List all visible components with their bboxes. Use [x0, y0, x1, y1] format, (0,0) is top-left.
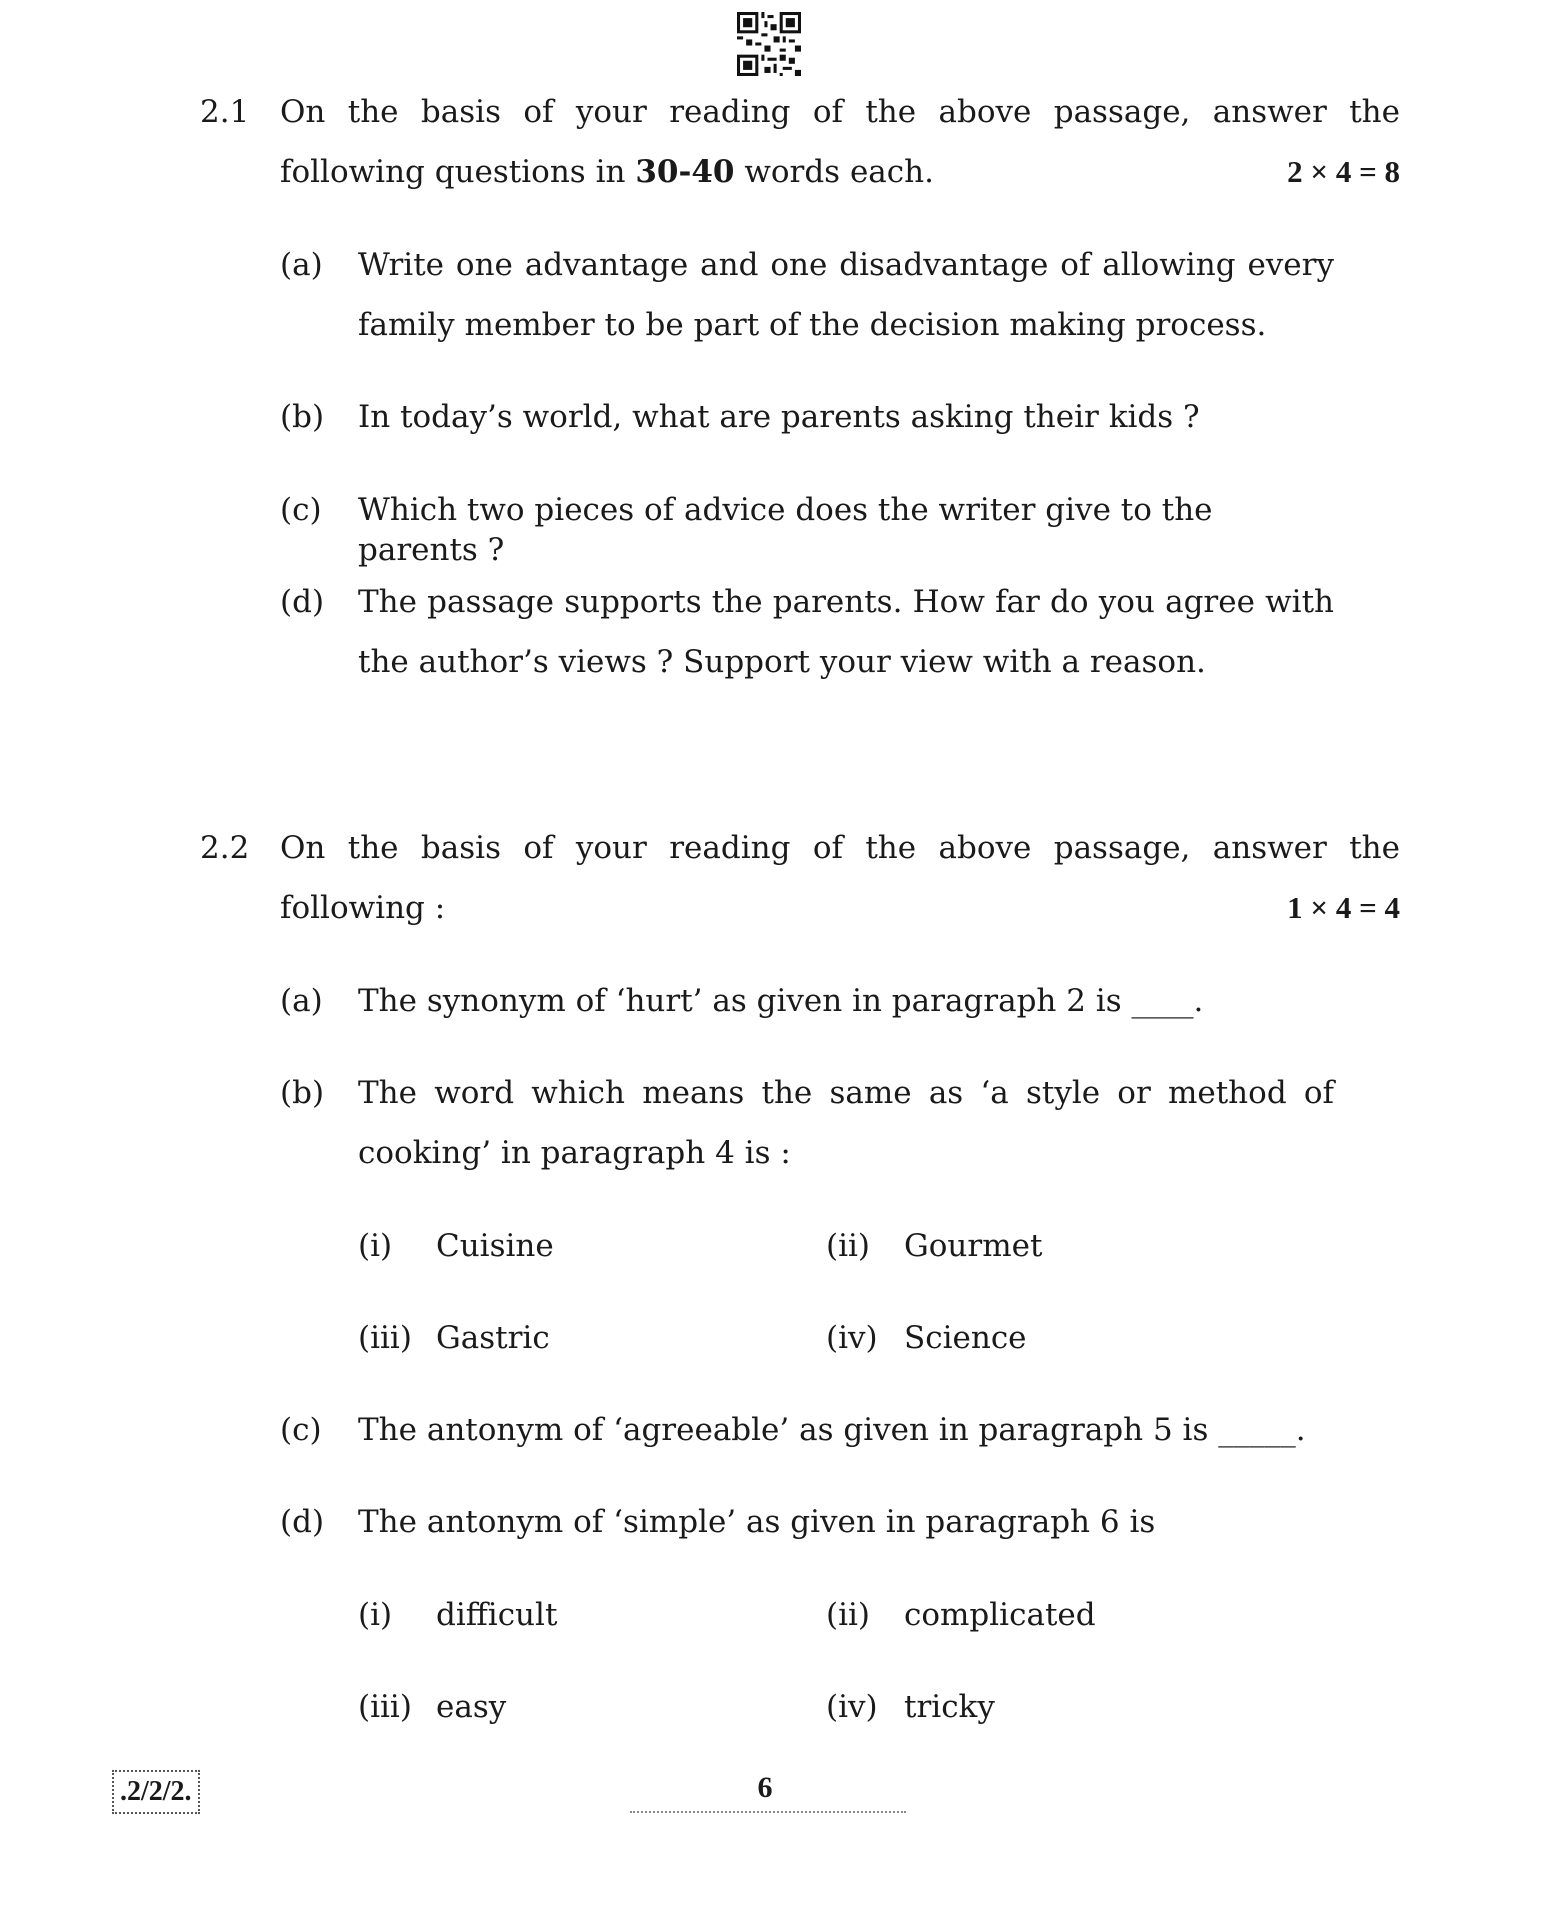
option-text: Gastric: [436, 1320, 550, 1356]
item-label: (c): [280, 1412, 322, 1448]
option-label: (ii): [826, 1597, 871, 1633]
item-text-line1: The passage supports the parents. How far do you agree with: [358, 584, 1334, 620]
question-marks: 1 × 4 = 4: [1287, 890, 1400, 925]
option-text: easy: [436, 1689, 507, 1725]
question-stem-line2: following :: [280, 890, 446, 926]
item-text: The antonym of ‘agreeable’ as given in paragraph 5 is _____.: [358, 1412, 1306, 1448]
question-number: 2.2: [200, 830, 250, 866]
option-text: difficult: [436, 1597, 558, 1633]
paper-code: .2/2/2.: [112, 1770, 200, 1814]
option-text: complicated: [904, 1597, 1096, 1633]
item-label: (b): [280, 1075, 325, 1111]
item-label: (d): [280, 584, 325, 620]
question-marks: 2 × 4 = 8: [1287, 154, 1400, 189]
option-label: (iii): [358, 1320, 412, 1356]
page-number: 6: [757, 1771, 773, 1804]
item-label: (a): [280, 247, 323, 283]
item-text-line2: cooking’ in paragraph 4 is :: [358, 1135, 791, 1171]
item-label: (d): [280, 1504, 325, 1540]
item-label: (b): [280, 399, 325, 435]
item-text: The antonym of ‘simple’ as given in paragraph 6 is: [358, 1504, 1156, 1540]
option-text: Gourmet: [904, 1228, 1043, 1264]
question-number: 2.1: [200, 94, 250, 130]
item-text: The synonym of ‘hurt’ as given in paragraph 2 is ____.: [358, 983, 1204, 1019]
item-text-line1: The word which means the same as ‘a style or method of: [358, 1075, 1334, 1111]
question-stem-line2: following questions in 30-40 words each.: [280, 154, 934, 190]
option-label: (iii): [358, 1689, 412, 1725]
item-text-line2: the author’s views ? Support your view with a reason.: [358, 644, 1206, 680]
option-label: (i): [358, 1228, 393, 1264]
question-stem-line1: On the basis of your reading of the above passage, answer the: [280, 94, 1400, 130]
option-text: tricky: [904, 1689, 995, 1725]
option-label: (ii): [826, 1228, 871, 1264]
item-text: In today’s world, what are parents asking their kids ?: [358, 399, 1200, 435]
item-label: (a): [280, 983, 323, 1019]
qr-code-icon: [737, 12, 801, 76]
option-text: Cuisine: [436, 1228, 554, 1264]
footer-divider: [630, 1811, 906, 1813]
item-text-line2: family member to be part of the decision making process.: [358, 307, 1267, 343]
option-text: Science: [904, 1320, 1027, 1356]
question-stem-line1: On the basis of your reading of the above passage, answer the: [280, 830, 1400, 866]
option-label: (i): [358, 1597, 393, 1633]
option-label: (iv): [826, 1689, 878, 1725]
option-label: (iv): [826, 1320, 878, 1356]
item-label: (c): [280, 492, 322, 528]
item-text: Which two pieces of advice does the writer give to the parents ?: [358, 492, 1213, 568]
item-text-line1: Write one advantage and one disadvantage of allowing every: [358, 247, 1334, 283]
